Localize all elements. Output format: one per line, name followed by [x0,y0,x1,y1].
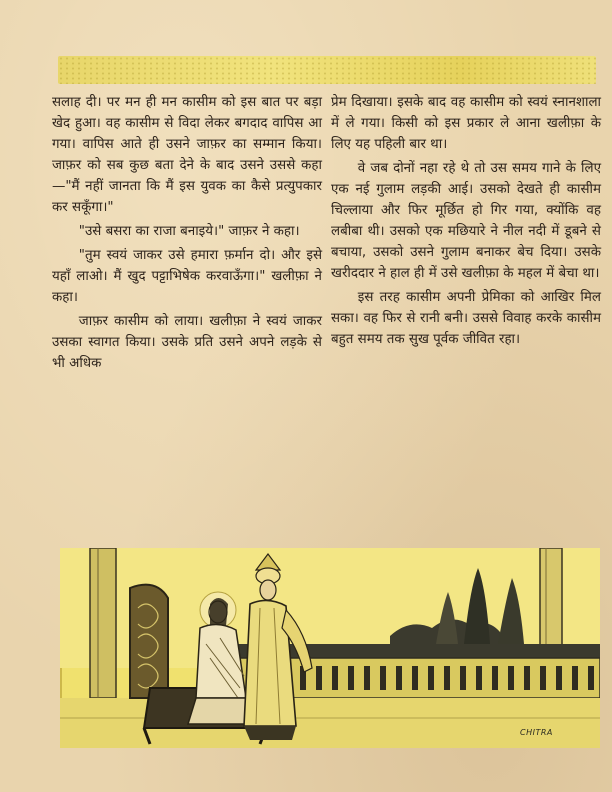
text-column-left [52,92,322,374]
floor [60,698,600,748]
paragraph-3: "तुम स्वयं जाकर उसे हमारा फ़र्मान दो। और इसे यहाँ लाओ। मैं खुद पट्टाभिषेक करवाऊँगा।" खलीफ़ा ने कहा। [52,248,322,305]
couch-back [130,585,168,698]
artist-signature: CHITRA [520,728,553,737]
decorative-header-band [58,56,596,84]
paragraph-1: सलाह दी। पर मन ही मन कासीम को इस बात पर बड़ा खेद हुआ। वह कासीम से विदा लेकर बगदाद वापिस आ गया। वापिस आते ही उसने जाफ़र का सम्मान किया। जाफ़र को सब कुछ बता देने के बाद उसने उससे कहा—"मैं नहीं जानता कि मैं इस युवक का कैसे प्रत्युपकार कर सकूँगा।" [52,95,322,215]
text-column-right [331,92,601,350]
header-band-texture [58,56,596,84]
paragraph-5: प्रेम दिखाया। इसके बाद वह कासीम को स्वयं स्नानशाला में ले गया। किसी को इस प्रकार ले आना खलीफ़ा के लिए यह पहिली बार था। [331,95,601,152]
story-illustration [60,548,600,748]
paragraph-4: जाफ़र कासीम को लाया। खलीफ़ा ने स्वयं जाकर उसका स्वागत किया। उसके प्रति उसने अपने लड़के से भी अधिक [52,314,322,371]
pillar-left [90,548,116,698]
illustration-drawing [60,548,600,748]
man-feet [244,726,296,740]
paragraph-6: वे जब दोनों नहा रहे थे तो उस समय गाने के लिए एक नई गुलाम लड़की आई। उसको देखते ही कासीम चिल्लाया और फिर मूर्छित हो गिर गया, क्योंकि वह लबीबा थी। उसको एक मछियारे ने नील नदी में डूबने से बचाया, उसको उसने गुलाम बनाकर बेच दिया। उसके खरीददार ने हाल ही में उसे खलीफ़ा के महल में बेचा था। [331,161,601,281]
paragraph-2: "उसे बसरा का राजा बनाइये।" जाफ़र ने कहा। [78,224,300,239]
paragraph-7: इस तरह कासीम अपनी प्रेमिका को आखिर मिल सका। वह फिर से रानी बनी। उससे विवाह करके कासीम बहुत समय तक सुख पूर्वक जीवित रहा। [331,290,601,347]
woman-hair [210,598,228,626]
man-head [260,580,276,600]
